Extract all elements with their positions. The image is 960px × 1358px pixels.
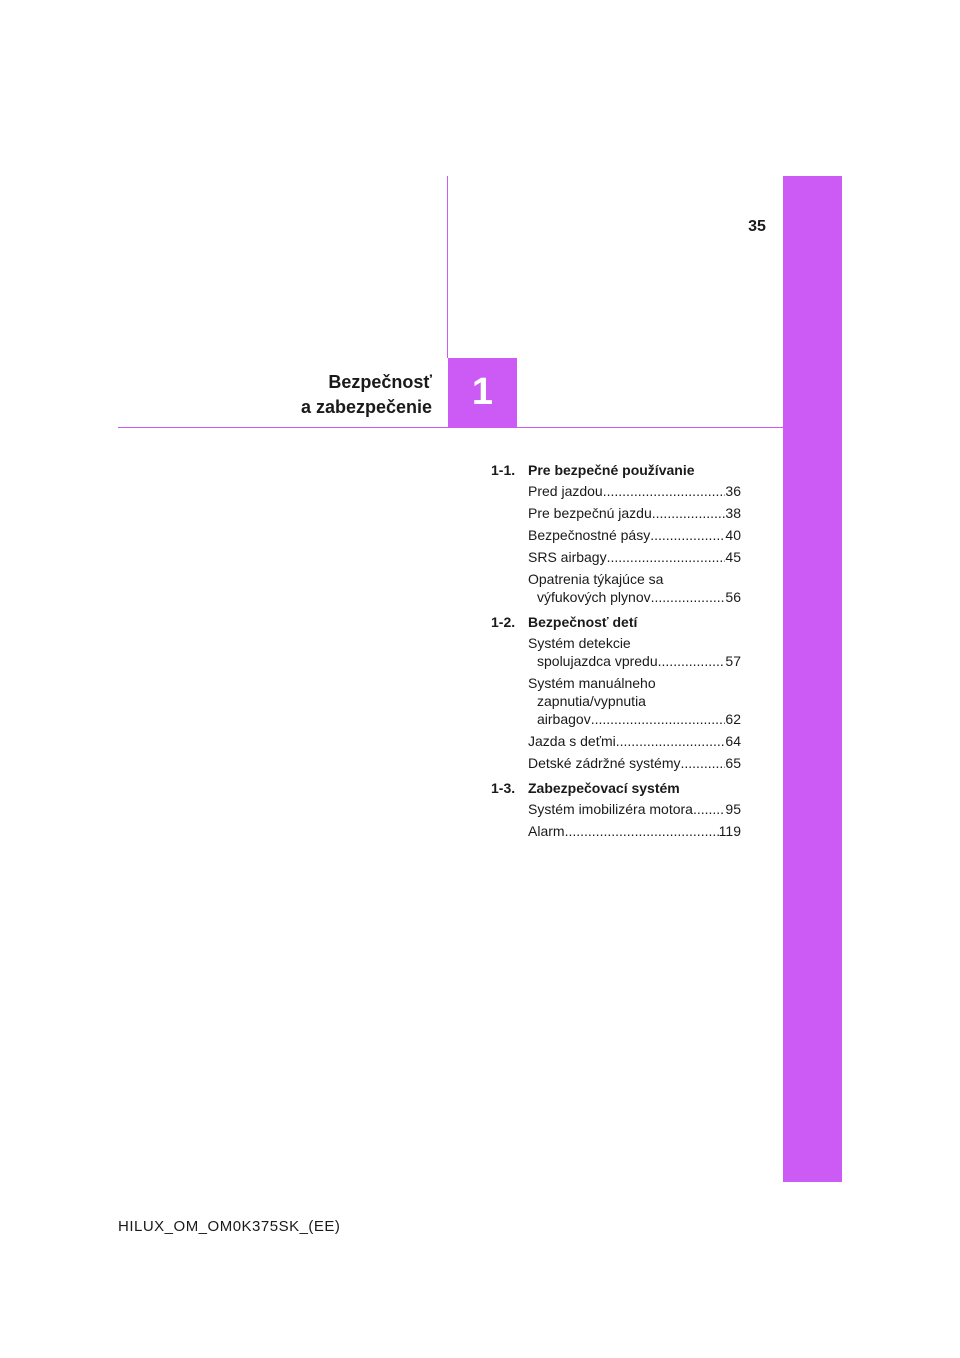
toc-entry[interactable]	[528, 674, 741, 728]
leader-dots	[658, 652, 726, 670]
toc-entry-text-line: Opatrenia týkajúce sa	[528, 571, 664, 587]
toc-section-title: Pre bezpečné používanie	[528, 462, 695, 478]
toc-section-heading[interactable]	[491, 612, 741, 632]
chapter-title-line2: a zabezpečenie	[300, 397, 432, 417]
leader-dots	[693, 800, 725, 818]
toc-section-title: Zabezpečovací systém	[528, 780, 680, 796]
chapter-title	[301, 370, 432, 420]
chapter-number-box	[448, 358, 517, 427]
toc-entry-text-line: Systém detekcie	[528, 635, 631, 651]
toc-section-number: 1-1.	[491, 462, 516, 478]
toc-entry-page: 64	[725, 733, 741, 749]
chapter-title-line1: Bezpečnosť	[328, 372, 432, 392]
toc-entry[interactable]	[528, 482, 741, 500]
toc-entry-text-line: zapnutia/vypnutia	[537, 693, 646, 709]
toc-section-number: 1-2.	[491, 614, 516, 630]
toc-entry-page: 40	[725, 527, 741, 543]
leader-dots	[651, 588, 726, 606]
document-footer-code: HILUX_OM_OM0K375SK_(EE)	[118, 1218, 341, 1235]
vertical-divider	[447, 176, 448, 358]
toc-section-heading[interactable]	[491, 460, 741, 480]
leader-dots	[650, 526, 725, 544]
toc-entry-page: 65	[725, 755, 741, 771]
page-number: 35	[748, 218, 766, 235]
toc-entry-page: 38	[725, 505, 741, 521]
toc-entry-page: 56	[725, 589, 741, 605]
toc-section-heading[interactable]	[491, 778, 741, 798]
toc-entry-page: 36	[725, 483, 741, 499]
leader-dots	[616, 732, 726, 750]
toc-entry-text: Bezpečnostné pásy	[528, 527, 651, 543]
toc-entry[interactable]	[528, 548, 741, 566]
chapter-number: 1	[471, 371, 494, 413]
toc-entry-text: výfukových plynov	[537, 589, 651, 605]
toc-entry-text: SRS airbagy	[528, 549, 607, 565]
toc-entry[interactable]	[528, 732, 741, 750]
toc-section	[491, 778, 741, 840]
toc-entry-text: Pre bezpečnú jazdu	[528, 505, 652, 521]
toc-section-number: 1-3.	[491, 780, 516, 796]
leader-dots	[681, 754, 726, 772]
toc-entry-page: 45	[725, 549, 741, 565]
toc-entry[interactable]	[528, 754, 741, 772]
toc-entry-page: 57	[725, 653, 741, 669]
chapter-side-tab	[783, 176, 842, 1182]
leader-dots	[607, 548, 726, 566]
toc-section	[491, 460, 741, 606]
toc-entry-page: 62	[725, 711, 741, 727]
toc-entry-text: Alarm	[528, 823, 565, 839]
leader-dots	[565, 822, 719, 840]
horizontal-divider	[118, 427, 783, 428]
leader-dots	[591, 710, 726, 728]
toc-entry[interactable]	[528, 800, 741, 818]
toc-entry-text-line: Systém manuálneho	[528, 675, 656, 691]
leader-dots	[603, 482, 726, 500]
toc-entry-page: 119	[718, 823, 741, 839]
toc-section	[491, 612, 741, 772]
toc-entry-text: Pred jazdou	[528, 483, 603, 499]
toc-entry[interactable]	[528, 570, 741, 606]
toc-entry-page: 95	[725, 801, 741, 817]
toc-entry-text: Detské zádržné systémy	[528, 755, 681, 771]
toc-entry[interactable]	[528, 822, 741, 840]
toc-entry-text: Jazda s deťmi	[528, 733, 616, 749]
toc-entry-text: spolujazdca vpredu	[537, 653, 658, 669]
toc-entry[interactable]	[528, 526, 741, 544]
toc-section-title: Bezpečnosť detí	[528, 614, 638, 630]
leader-dots	[652, 504, 726, 522]
toc-entry-text: airbagov	[537, 711, 591, 727]
table-of-contents	[491, 460, 741, 846]
toc-entry[interactable]	[528, 634, 741, 670]
toc-entry[interactable]	[528, 504, 741, 522]
toc-entry-text: Systém imobilizéra motora	[528, 801, 693, 817]
